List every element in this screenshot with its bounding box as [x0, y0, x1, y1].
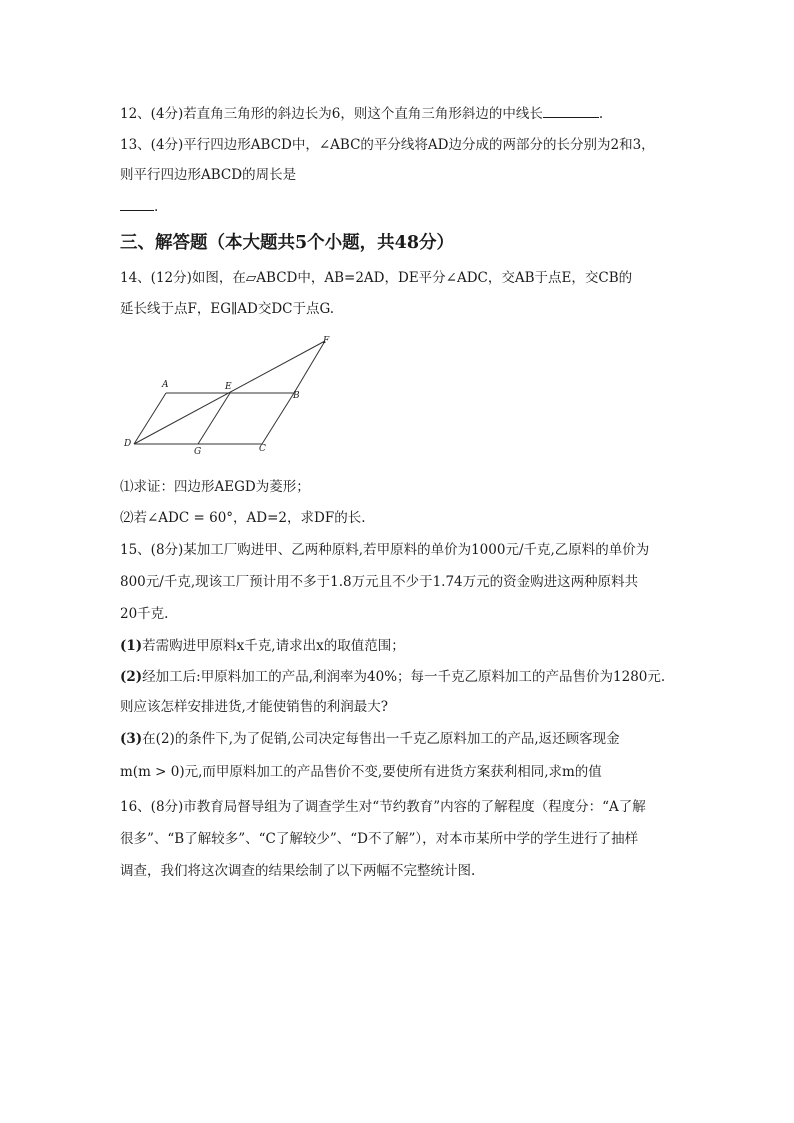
label-E: E: [225, 382, 232, 392]
question-15-line-1: 15、(8分)某加工厂购进甲、乙两种原料,若甲原料的单价为1000元/千克,乙原料的单价为: [120, 542, 650, 558]
question-15-part-3-line-2: m(m > 0)元,而甲原料加工的产品售价不变,要使所有进货方案获利相同,求m的值: [120, 764, 602, 780]
label-B: B: [293, 391, 300, 401]
q15-part-2-text: 经加工后:甲原料加工的产品,利润率为40%；每一千克乙原料加工的产品售价为1280元.: [142, 669, 666, 685]
question-13-line-3: [120, 196, 680, 217]
label-C: C: [259, 444, 266, 454]
question-15-line-2: 800元/千克,现该工厂预计用不多于1.8万元且不少于1.74万元的资金购进这两种原料共: [120, 574, 639, 590]
parallelogram-figure: [118, 334, 348, 454]
q12-text: 12、(4分)若直角三角形的斜边长为6，则这个直角三角形斜边的中线长: [120, 106, 543, 122]
question-14-line-2: 延长线于点F，EG∥AD交DC于点G.: [120, 301, 335, 317]
label-A: A: [162, 380, 169, 390]
label-G: G: [194, 447, 202, 454]
q15-part-3-label: (3): [120, 731, 143, 747]
question-16-line-1: 16、(8分)市教育局督导组为了调查学生对“节约教育”内容的了解程度（程度分：“A了解: [120, 799, 646, 815]
question-15-part-1: [120, 636, 680, 656]
question-15-part-3: [120, 729, 680, 749]
q12-answer-blank[interactable]: [543, 103, 599, 118]
question-14-part-1: ⑴求证：四边形AEGD为菱形；: [120, 479, 310, 495]
question-16-line-2: 很多”、“B了解较多”、“C了解较少”、“D不了解”），对本市某所中学的学生进行了抽样: [120, 831, 639, 847]
label-F: F: [323, 336, 330, 346]
question-15-part-2-line-2: 则应该怎样安排进货,才能使销售的利润最大?: [120, 699, 389, 715]
section-3-title: 三、解答题（本大题共5个小题，共48分）: [120, 233, 455, 253]
question-14-part-2: ⑵若∠ADC = 60°，AD=2，求DF的长.: [120, 510, 366, 526]
label-D: D: [124, 439, 132, 449]
q13-period: .: [154, 199, 159, 215]
edge-BC: [262, 393, 294, 444]
question-12: [120, 103, 680, 124]
question-16-line-3: 调查，我们将这次调查的结果绘制了以下两幅不完整统计图.: [120, 863, 476, 879]
q15-part-2-label: (2): [120, 669, 143, 685]
q15-part-1-label: (1): [120, 638, 143, 654]
q13-answer-blank[interactable]: [120, 196, 154, 211]
edge-DA: [134, 393, 166, 444]
q15-part-3-text: 在(2)的条件下,为了促销,公司决定每售出一千克乙原料加工的产品,返还顾客现金: [142, 731, 620, 747]
question-14-line-1: 14、(12分)如图，在▱ABCD中，AB=2AD，DE平分∠ADC，交AB于点E，交CB的: [120, 270, 633, 286]
question-15-line-3: 20千克.: [120, 606, 169, 622]
question-13-line-2: 则平行四边形ABCD的周长是: [120, 167, 297, 183]
q15-part-1-text: 若需购进甲原料x千克,请求出x的取值范围；: [142, 638, 405, 654]
question-13-line-1: 13、(4分)平行四边形ABCD中，∠ABC的平分线将AD边分成的两部分的长分别为2和3，: [120, 137, 655, 153]
question-15-part-2: [120, 667, 680, 687]
q12-period: .: [598, 106, 604, 122]
